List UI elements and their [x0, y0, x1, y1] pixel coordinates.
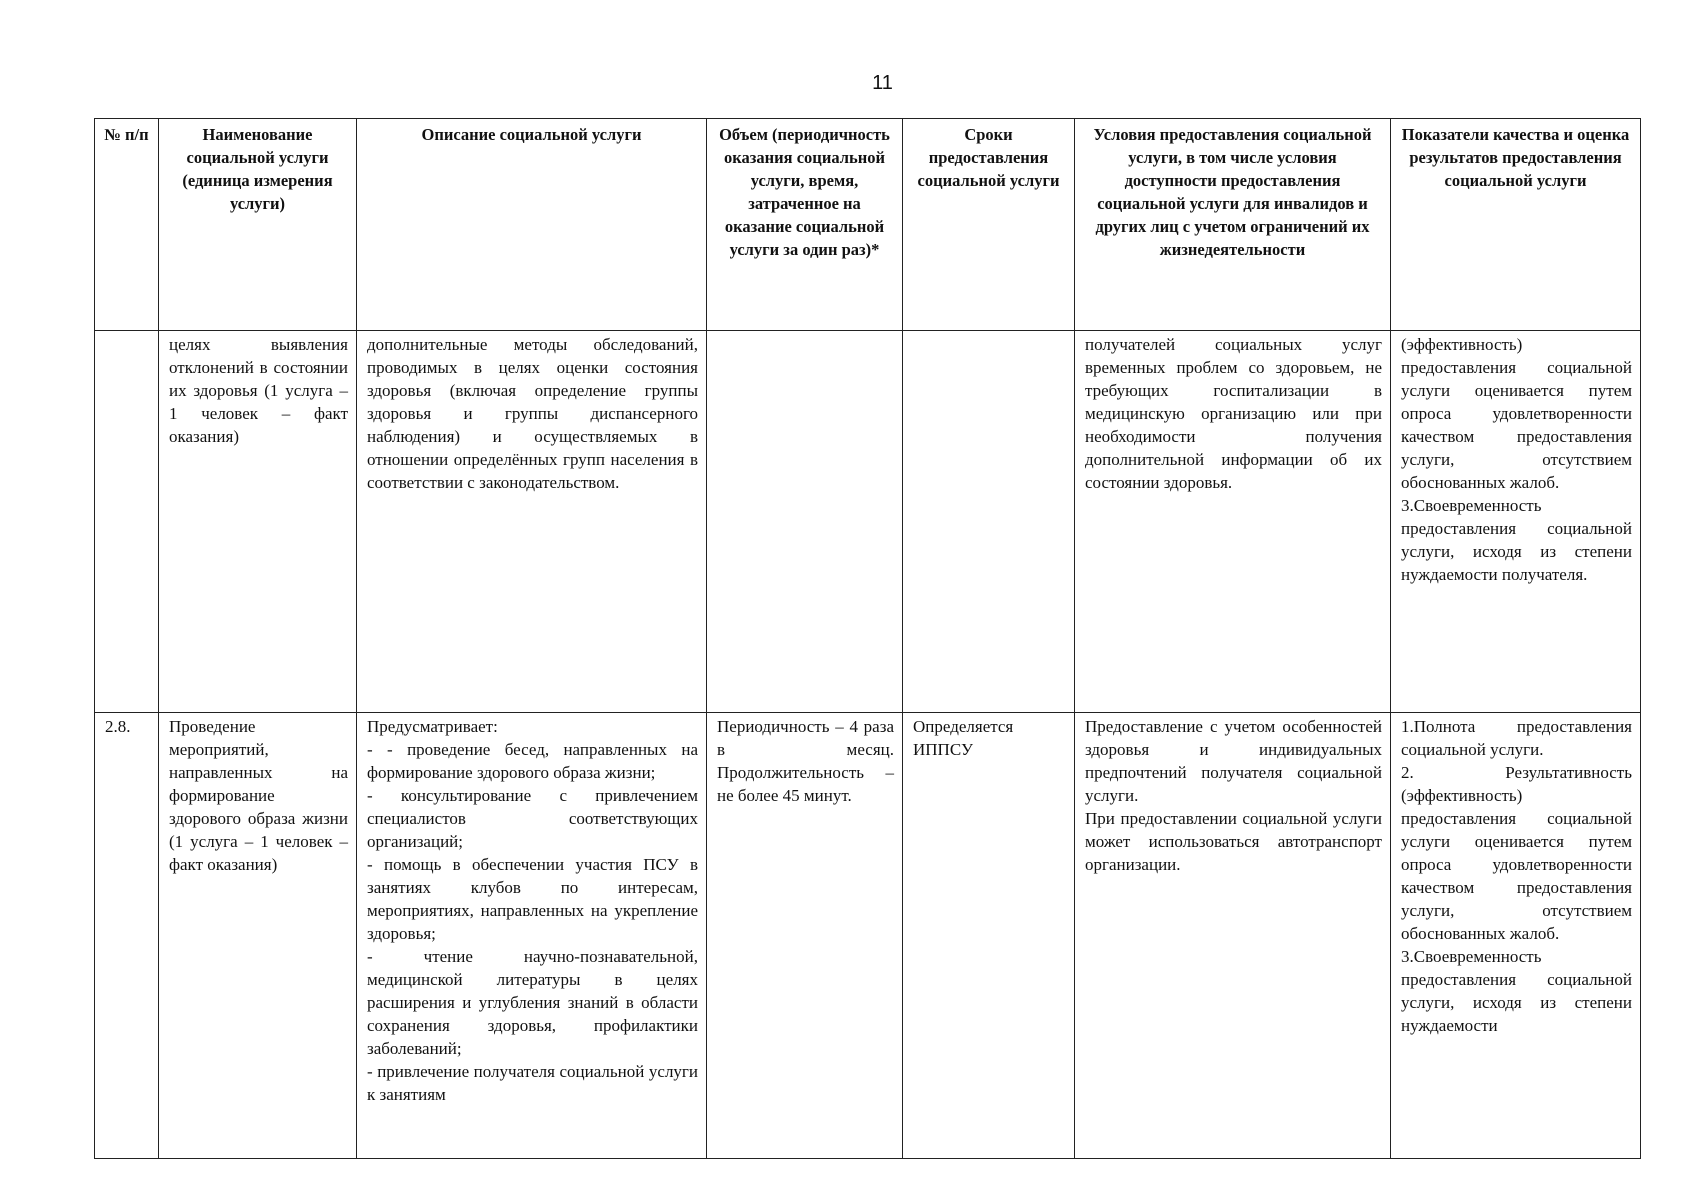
row-num: 2.8.: [95, 713, 159, 1159]
row-num: [95, 331, 159, 713]
header-terms: Сроки предоставления социальной услуги: [903, 119, 1075, 331]
service-name: целях выявления отклонений в состоянии их здоровья (1 услуга – 1 человек – факт оказания): [159, 331, 357, 713]
service-terms: Определяется ИППСУ: [903, 713, 1075, 1159]
service-conditions: получателей социальных услуг временных проблем со здоровьем, не требующих госпитализации в медицинскую организацию или при необходимости получения дополнительной информации об их состоянии здоровья.: [1075, 331, 1391, 713]
header-name: Наименование социальной услуги (единица измерения услуги): [159, 119, 357, 331]
header-volume: Объем (периодичность оказания социальной услуги, время, затраченное на оказание социальной услуги за один раз)*: [707, 119, 903, 331]
service-name: Проведение мероприятий, направленных на формирование здорового образа жизни (1 услуга – 1 человек – факт оказания): [159, 713, 357, 1159]
services-table: [94, 118, 1641, 1159]
service-conditions: Предоставление с учетом особенностей здоровья и индивидуальных предпочтений получателя социальной услуги. При предоставлении социальной услуги может использоваться автотранспорт организации.: [1075, 713, 1391, 1159]
table-header-row: [95, 119, 1641, 331]
header-conditions: Условия предоставления социальной услуги, в том числе условия доступности предоставления социальной услуги для инвалидов и других лиц с учетом ограничений их жизнедеятельности: [1075, 119, 1391, 331]
service-quality: 1.Полнота предоставления социальной услуги. 2. Результативность (эффективность) предоставления социальной услуги оценивается путем опроса удовлетворенности качеством предоставления услуги, отсутствием обоснованных жалоб. 3.Своевременность предоставления социальной услуги, исходя из степени нуждаемости: [1391, 713, 1641, 1159]
service-description: дополнительные методы обследований, проводимых в целях оценки состояния здоровья (включая определение группы здоровья и группы диспансерного наблюдения) и осуществляемых в отношении определённых групп населения в соответствии с законодательством.: [357, 331, 707, 713]
service-volume: Периодичность – 4 раза в месяц. Продолжительность – не более 45 минут.: [707, 713, 903, 1159]
service-quality: (эффективность) предоставления социальной услуги оценивается путем опроса удовлетворенности качеством предоставления услуги, отсутствием обоснованных жалоб. 3.Своевременность предоставления социальной услуги, исходя из степени нуждаемости получателя.: [1391, 331, 1641, 713]
service-description: Предусматривает: - - проведение бесед, направленных на формирование здорового образа жизни; - консультирование с привлечением специалистов соответствующих организаций; - помощь в обеспечении участия ПСУ в занятиях клубов по интересам, мероприятиях, направленных на укрепление здоровья; - чтение научно-познавательной, медицинской литературы в целях расширения и углубления знаний в области сохранения здоровья, профилактики заболеваний; - привлечение получателя социальной услуги к занятиям: [357, 713, 707, 1159]
service-volume: [707, 331, 903, 713]
header-quality: Показатели качества и оценка результатов предоставления социальной услуги: [1391, 119, 1641, 331]
page-number: 11: [872, 72, 893, 94]
header-num: № п/п: [95, 119, 159, 331]
header-description: Описание социальной услуги: [357, 119, 707, 331]
table-row: [95, 713, 1641, 1159]
table-row: [95, 331, 1641, 713]
service-terms: [903, 331, 1075, 713]
